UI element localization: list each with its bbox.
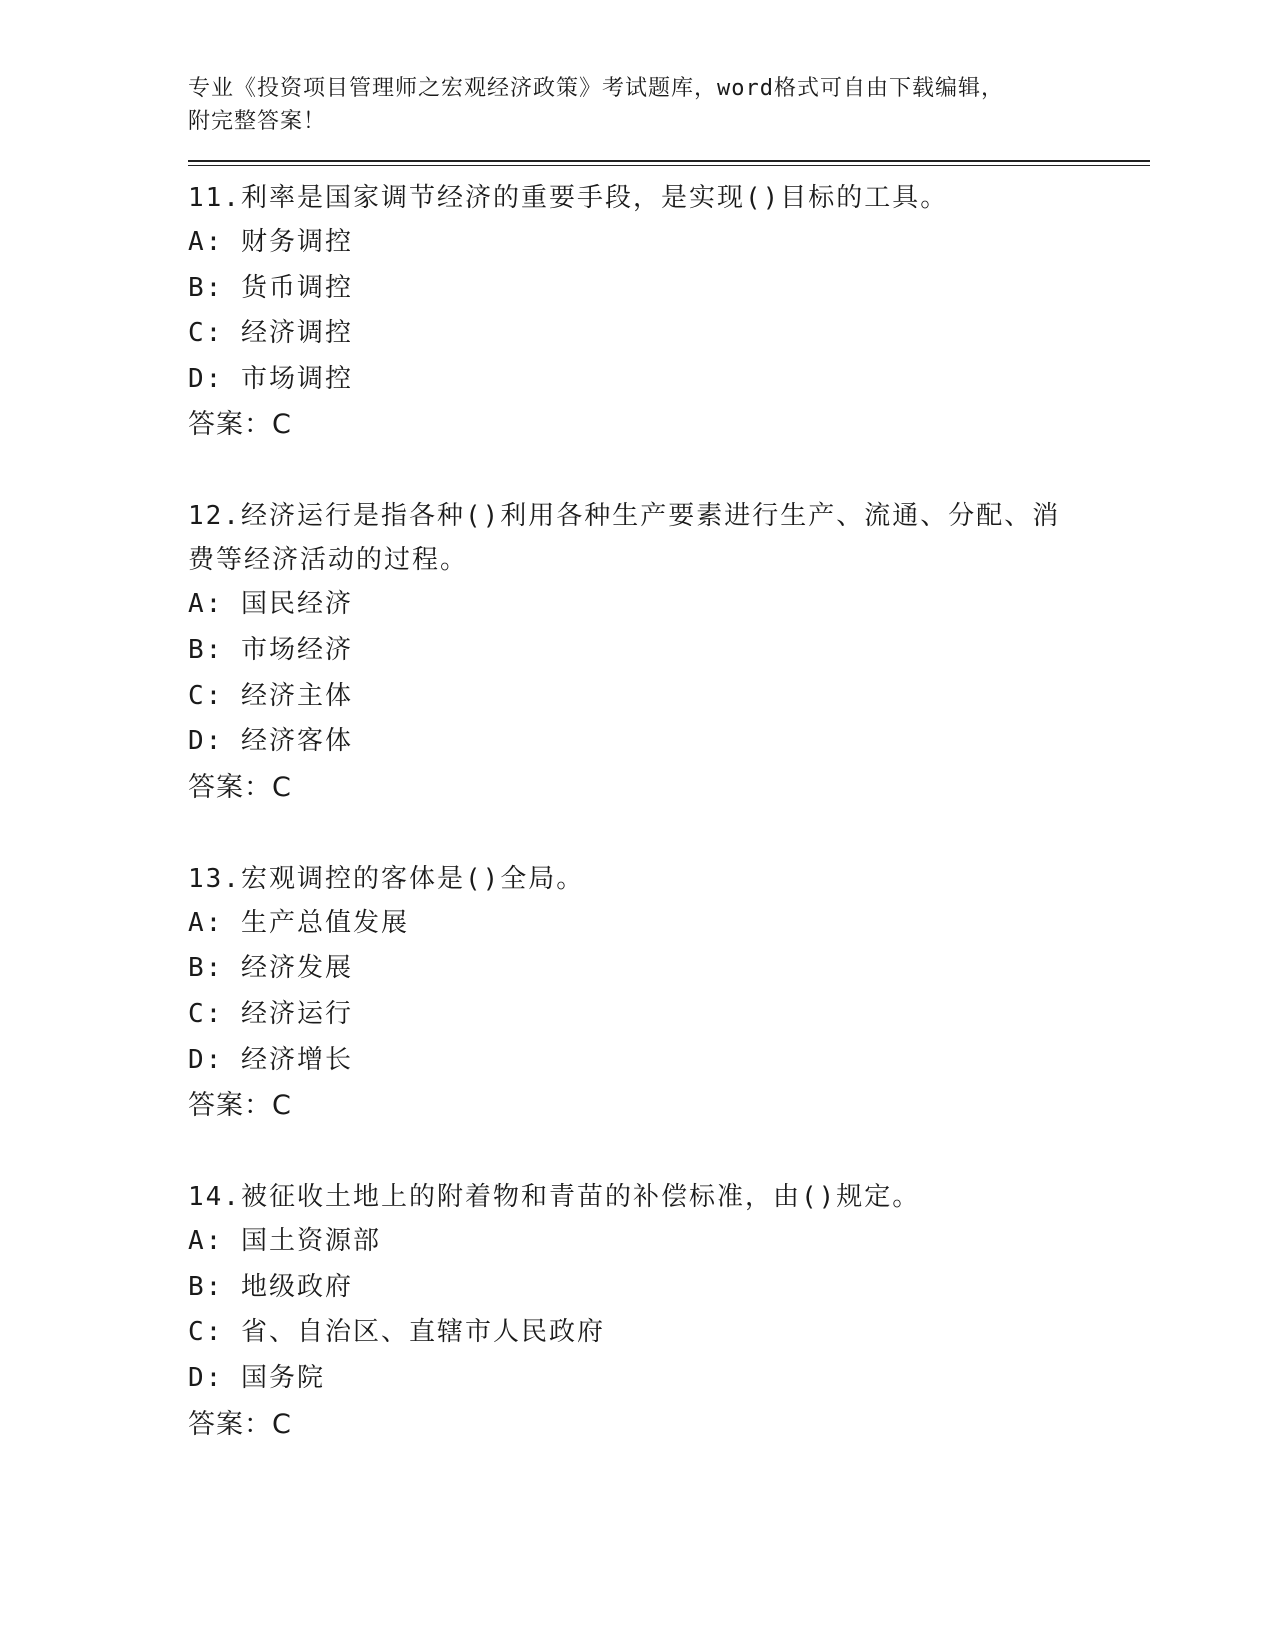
answer: 答案：C xyxy=(188,409,292,441)
option-c: C: 经济运行 xyxy=(188,998,353,1029)
spacer xyxy=(188,448,1150,494)
spacer xyxy=(188,811,1150,857)
option-b: B: 经济发展 xyxy=(188,953,353,984)
option-d: D: 经济增长 xyxy=(188,1044,353,1075)
answer: 答案：C xyxy=(188,1408,292,1440)
answer: 答案：C xyxy=(188,1090,292,1122)
option-a: A: 国民经济 xyxy=(188,589,353,620)
answer: 答案：C xyxy=(188,771,292,803)
option-d: D: 市场调控 xyxy=(188,363,353,394)
option-c: C: 经济调控 xyxy=(188,318,353,349)
question-stem: 14.被征收土地上的附着物和青苗的补偿标准，由()规定。 xyxy=(188,1182,921,1213)
question-12 xyxy=(188,494,1150,810)
option-b: B: 货币调控 xyxy=(188,272,353,303)
question-stem: 13.宏观调控的客体是()全局。 xyxy=(188,863,585,894)
question-13 xyxy=(188,857,1150,1129)
option-c: C: 省、自治区、直辖市人民政府 xyxy=(188,1317,605,1348)
option-a: A: 财务调控 xyxy=(188,227,353,257)
option-a: A: 生产总值发展 xyxy=(188,907,409,938)
option-a: A: 国土资源部 xyxy=(188,1226,381,1257)
question-11 xyxy=(188,176,1150,448)
question-stem: 12.经济运行是指各种()利用各种生产要素进行生产、流通、分配、消费等经济活动的过程。 xyxy=(188,501,1061,576)
option-d: D: 国务院 xyxy=(188,1362,325,1393)
option-b: B: 地级政府 xyxy=(188,1271,353,1302)
document-page xyxy=(188,72,1150,1448)
header-line-2: 附完整答案！ xyxy=(188,109,327,134)
question-stem: 11.利率是国家调节经济的重要手段，是实现()目标的工具。 xyxy=(188,183,949,213)
header-line-1: 专业《投资项目管理师之宏观经济政策》考试题库，word格式可自由下载编辑， xyxy=(188,76,1004,101)
spacer xyxy=(188,1129,1150,1175)
question-14 xyxy=(188,1175,1150,1447)
header-divider xyxy=(188,160,1150,166)
option-b: B: 市场经济 xyxy=(188,634,353,665)
option-d: D: 经济客体 xyxy=(188,726,353,757)
option-c: C: 经济主体 xyxy=(188,680,353,711)
